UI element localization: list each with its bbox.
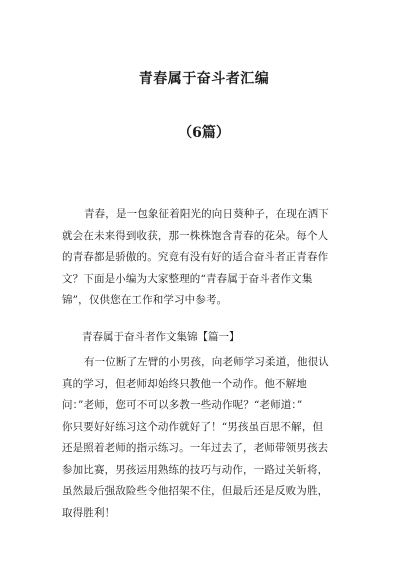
intro-line: 文？下面是小编为大家整理的“青春属于奋斗者作文集 xyxy=(62,272,313,285)
section-heading: 青春属于奋斗者作文集锦【篇一】 xyxy=(82,331,240,343)
section-line: 有一位断了左臂的小男孩，向老师学习柔道，他很认 xyxy=(84,356,329,368)
intro-paragraph xyxy=(62,204,352,312)
section-line: 真的学习，但老师却始终只教他一个动作。他不解地 xyxy=(62,377,307,390)
section-line: 虽然最后强敌险些令他招架不住，但最后还是反败为胜， xyxy=(62,485,329,497)
section-line: 还是照着老师的指示练习。一年过去了，老师带领男孩去 xyxy=(62,442,329,454)
section-line: 参加比赛，男孩运用熟练的技巧与动作，一路过关斩将， xyxy=(62,463,329,476)
document-title: 青春属于奋斗者汇编 xyxy=(138,71,270,87)
section-line: 取得胜利！ xyxy=(62,506,116,519)
intro-line: 锦”，仅供您在工作和学习中参考。 xyxy=(62,294,228,306)
document-subtitle: （6篇） xyxy=(178,125,230,141)
intro-line: 就会在未来得到收获，那一株株饱含青春的花朵。每个人 xyxy=(62,229,329,242)
section-line: 问：”老师，您可不可以多教一些动作呢？“老师道：” xyxy=(62,399,303,411)
intro-line: 的青春都是骄傲的。究竟有没有好的适合奋斗者正青春作 xyxy=(62,251,329,263)
intro-line: 青春，是一包象征着阳光的向日葵种子，在现在洒下 xyxy=(84,208,329,220)
section-line: 你只要好好练习这个动作就好了！“男孩虽百思不解，但 xyxy=(62,420,324,433)
section-paragraph xyxy=(62,352,352,524)
